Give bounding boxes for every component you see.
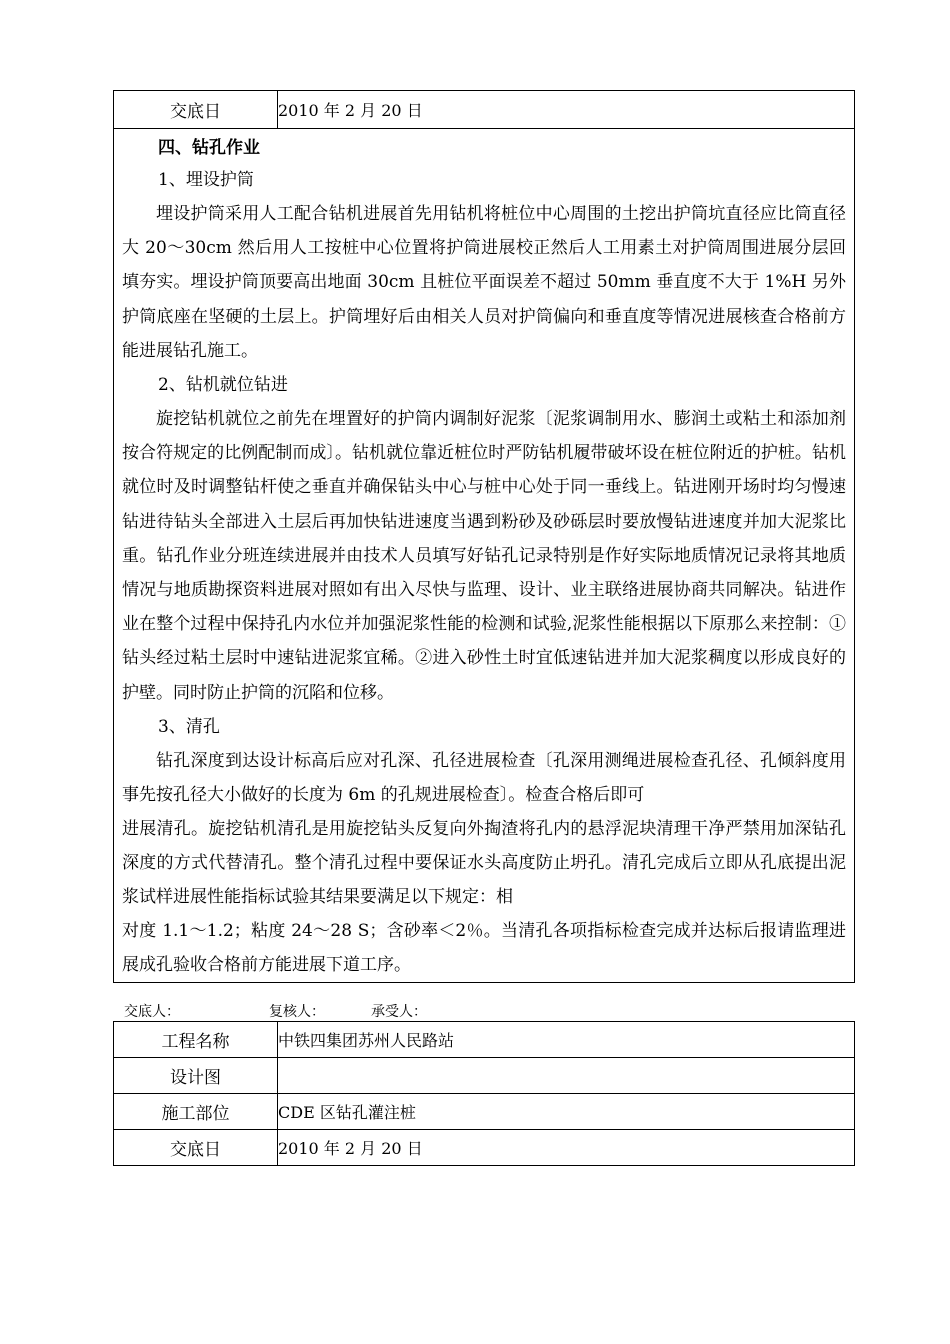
subsection-3-text-b: 进展清孔。旋挖钻机清孔是用旋挖钻头反复向外掏渣将孔内的悬浮泥块清理干净严禁用加深钻孔深度的方式代替清孔。整个清孔过程中要保证水头高度防止坍孔。清孔完成后立即从孔底提出泥浆试样进展性能指标试验其结果要满足以下规定：相 <box>122 818 846 907</box>
project-value: 中铁四集团苏州人民路站 <box>278 1022 855 1058</box>
subsection-2-text: 旋挖钻机就位之前先在埋置好的护筒内调制好泥浆〔泥浆调制用水、膨润土或粘土和添加剂按合符规定的比例配制而成〕。钻机就位靠近桩位时严防钻机履带破坏设在桩位附近的护桩。钻机就位时及时调整钻杆使之垂直并确保钻头中心与桩中心处于同一垂线上。钻进刚开场时均匀慢速钻进待钻头全部进入土层后再加快钻进速度当遇到粉砂及砂砾层时要放慢钻进速度并加大泥浆比重。钻孔作业分班连续进展并由技术人员填写好钻孔记录特别是作好实际地质情况记录将其地质情况与地质勘探资料进展对照如有出入尽快与监理、设计、业主联络进展协商共同解决。钻进作业在整个过程中保持孔内水位并加强泥浆性能的检测和试验,泥浆性能根据以下原那么来控制：①钻头经过粘土层时中速钻进泥浆宜稀。②进入砂性土时宜低速钻进并加大泥浆稠度以形成良好的护壁。同时防止护筒的沉陷和位移。 <box>122 409 846 703</box>
top-table <box>113 90 855 983</box>
date-value-2: 2010 年 2 月 20 日 <box>278 1130 855 1166</box>
subsection-1-title: 1、埋设护筒 <box>158 170 254 190</box>
subsection-3-text-a: 钻孔深度到达设计标高后应对孔深、孔径进展检查〔孔深用测绳进展检查孔径、孔倾斜度用事先按孔径大小做好的长度为 6m 的孔规进展检查〕。检查合格后即可 <box>122 750 846 805</box>
project-label: 工程名称 <box>114 1022 278 1058</box>
section-title: 四、钻孔作业 <box>158 138 260 158</box>
date-value: 2010 年 2 月 20 日 <box>278 91 855 129</box>
receiver-label: 承受人： <box>371 1004 427 1020</box>
design-label: 设计图 <box>114 1058 278 1094</box>
date-label: 交底日 <box>114 91 278 129</box>
subsection-1-text: 埋设护筒采用人工配合钻机进展首先用钻机将桩位中心周围的土挖出护筒坑直径应比筒直径大 20～30cm 然后用人工按桩中心位置将护筒进展校正然后人工用素土对护筒周围进展分层回填夯实。埋设护筒顶要高出地面 30cm 且桩位平面误差不超过 50mm 垂直度不大于 1%H 另外护筒底座在坚硬的土层上。护筒埋好后由相关人员对护筒偏向和垂直度等情况进展核查合格前方能进展钻孔施工。 <box>122 204 846 361</box>
subsection-3-text-c: 对度 1.1～1.2；粘度 24～28 S；含砂率＜2％。当清孔各项指标检查完成并达标后报请监理进展成孔验收合格前方能进展下道工序。 <box>122 920 846 975</box>
part-value: CDE 区钻孔灌注桩 <box>278 1094 855 1130</box>
part-label: 施工部位 <box>114 1094 278 1130</box>
design-value <box>278 1058 855 1094</box>
content-cell <box>114 129 855 983</box>
subsection-2-title: 2、钻机就位钻进 <box>158 375 288 396</box>
reviewer-label: 复核人： <box>269 1004 325 1020</box>
subsection-3-title: 3、清孔 <box>158 716 220 737</box>
signer-label: 交底人： <box>124 1004 180 1020</box>
date-label-2: 交底日 <box>114 1130 278 1166</box>
signature-line <box>124 1001 427 1021</box>
bottom-table <box>113 1021 855 1166</box>
